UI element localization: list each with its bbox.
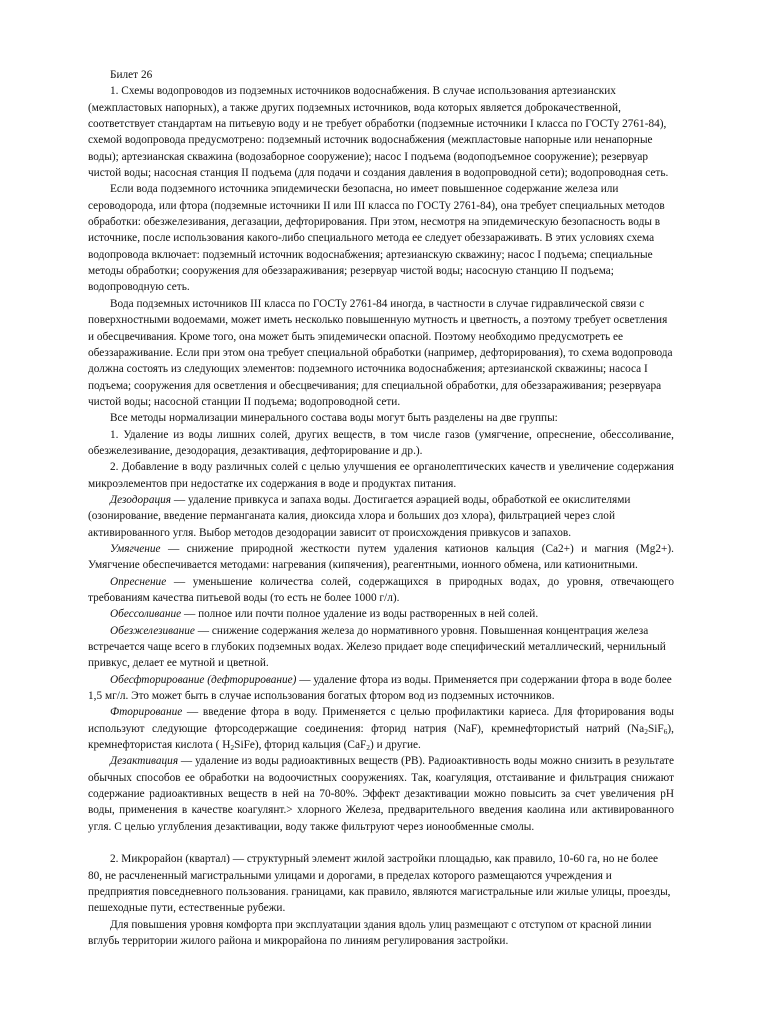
q1-group-1: 1. Удаление из воды лишних солей, других веществ, в том числе газов (умягчение, опреснение, обессоливание, обезжелезивание, дезодорация, дезактивация, дефторирование и др.). [88, 428, 674, 457]
definition-deodoration [88, 492, 674, 541]
q1-paragraph-3: Вода подземных источников III класса по ГОСТу 2761-84 иногда, в частности в случае гидравлической связи с поверхностными водоемами, может иметь несколько повышенную мутность и цветность, а поэтому требует осветления и обесцвечивания. Кроме того, она может быть эпидемически опасной. Поэтому необходимо предусмотреть ее обеззараживание. Если при этом она требует специальной обработки (например, дефторирования), то схема водопровода должна состоять из следующих элементов: подземного источника водоснабжения; артезианской скважины; насоса I подъема; сооружения для осветления и обесцвечивания; для специальной обработки, для обеззараживания; резервуара чистой воды; насосной станции II подъема; водопроводной сети. [88, 297, 673, 408]
definition-deodoration-text: — удаление привкуса и запаха воды. Достигается аэрацией воды, обработкой ее окислителями (озонирование, введение перманганата калия, диоксида хлора и больших доз хлора), фильтрацией через слой активированного угля. Выбор методов дезодорации зависит от происхождения привкусов и запахов. [88, 493, 631, 539]
definition-fluoridation-text-e: ) и другие. [370, 739, 421, 752]
definition-softening [88, 541, 674, 574]
question-1 [88, 83, 674, 835]
definition-desalination [88, 574, 674, 607]
definition-deferrization-text: — снижение содержания железа до нормативного уровня. Повышенная концентрация железа встречается чаще всего в глубоких подземных водах. Железо придает воде специфический металлический, чернильный привкус, делает ее мутной и цветной. [88, 624, 666, 670]
ticket-title: Билет 26 [110, 69, 153, 81]
definition-decontamination [88, 753, 674, 835]
definition-defluorination-text: — удаление фтора из воды. Применяется при содержании фтора в воде более 1,5 мг/л. Это может быть в случае использования богатых фтором вод из подземных источников. [88, 673, 672, 703]
definition-fluoridation-text-d: SiFe), фторид кальция (CaF [234, 739, 367, 752]
definition-desalination-text: — уменьшение количества солей, содержащихся в природных водах, до уровня, отвечающего требованиям качества питьевой воды (то есть не более 1000 г/л). [88, 575, 674, 604]
term-desalination: Опреснение [110, 575, 167, 588]
definition-demineralization-text: — полное или почти полное удаление из воды растворенных в ней солей. [181, 608, 539, 621]
subscript-caf: 2 [366, 743, 370, 753]
q1-paragraph-2: Если вода подземного источника эпидемически безопасна, но имеет повышенное содержание железа или сероводорода, или фтора (подземные источники II или III класса по ГОСТу 2761-84), она требует специальных методов обработки: обезжелезивания, дегазации, дефторирования. При этом, несмотря на эпидемическую безопасность воды в источнике, после использования какого-либо специального метода ее следует обеззараживать. В этих условиях схема водопровода включает: подземный источник водоснабжения; артезианскую скважину; насос I подъема; специальные методы обработки; сооружения для обеззараживания; резервуар чистой воды; насосную станцию II подъема; водопроводную сеть. [88, 183, 665, 294]
q1-paragraph-4: Все методы нормализации минерального состава воды могут быть разделены на две группы: [110, 412, 558, 425]
q2-paragraph-1: 2. Микрорайон (квартал) — структурный элемент жилой застройки площадью, как правило, 10-60 га, но не более 80, не расчлененный магистральными улицами и дорогами, в пределах которого размещаются учреждения и предприятия повседневного пользования. границами, как правило, являются магистральные или жилые улицы, проезды, пешеходные пути, естественные рубежи. [88, 853, 671, 915]
subscript-h: 2 [230, 743, 235, 753]
term-decontamination: Дезактивация [110, 755, 179, 768]
definition-decontamination-text: — удаление из воды радиоактивных веществ (РВ). Радиоактивность воды можно снизить в результате обычных способов ее обработки на водоочистных сооружениях. Так, коагуляция, отстаивание и фильтрация снижают содержание радиоактивных веществ в ней на 70-80%. Эффект дезактивации можно повысить за счет увеличения pH воды, применения в качестве коагулянт.> хлорного Железа, предварительного введения каолина или активированного угля. С целью углубления дезактивации, воду также фильтруют через ионообменные смолы. [88, 755, 674, 833]
term-fluoridation: Фторирование [110, 706, 183, 719]
q1-paragraph-1: 1. Схемы водопроводов из подземных источников водоснабжения. В случае использования артезианских (межпластовых напорных), а также других подземных источников, вода которых является доброкачественной, соответствует стандартам на питьевую воду и не требует обработки (подземные источники I класса по ГОСТу 2761-84), схемой водопровода предусмотрено: подземный источник водоснабжения (межпластовые напорные или ненапорные воды); артезианская скважина (водозаборное сооружение); насос I подъема (водоподъемное сооружение); резервуар чистой воды; насосная станция II подъема (для подачи и создания давления в водопроводной сети); водопроводная сеть. [88, 85, 669, 180]
term-softening: Умягчение [110, 542, 161, 555]
definition-fluoridation-text-c: ), кремнефтористая кислота ( H [88, 722, 674, 752]
definition-softening-text: — снижение природной жесткости путем удаления катионов кальция (Ca2+) и магния (Mg2+). Умягчение обеспечивается методами: нагревания (кипячения), реагентными, ионного обмена, или катионитными. [88, 542, 674, 572]
q2-paragraph-2: Для повышения уровня комфорта при эксплуатации здания вдоль улиц размещают с отступом от красной линии вглубь территории жилого района и микрорайона по линиям регулирования застройки. [88, 918, 652, 947]
definition-demineralization [88, 606, 674, 622]
q1-group-2: 2. Добавление в воду различных солей с целью улучшения ее органолептических качеств и увеличение содержания микроэлементов при недостатке их содержания в воде и продуктах питания. [88, 461, 674, 490]
definition-fluoridation-text-b: SiF [647, 722, 664, 735]
subscript-na: 2 [644, 726, 648, 736]
definition-deferrization [88, 623, 674, 672]
term-deferrization: Обезжелезивание [110, 624, 195, 637]
term-defluorination: Обесфторирование (дефторирование) [110, 673, 297, 686]
definition-fluoridation [88, 704, 674, 753]
term-demineralization: Обессоливание [110, 608, 182, 621]
term-deodoration: Дезодорация [110, 493, 172, 506]
subscript-f: 6 [663, 726, 668, 736]
question-2 [88, 851, 674, 949]
definition-fluoridation-text-a: — введение фтора в воду. Применяется с целью профилактики кариеса. Для фторирования воды используют следующие фторсодержащие соединения: фторид натрия (NaF), кремнефтористый натрий (Na [88, 706, 674, 735]
definition-defluorination [88, 672, 674, 705]
